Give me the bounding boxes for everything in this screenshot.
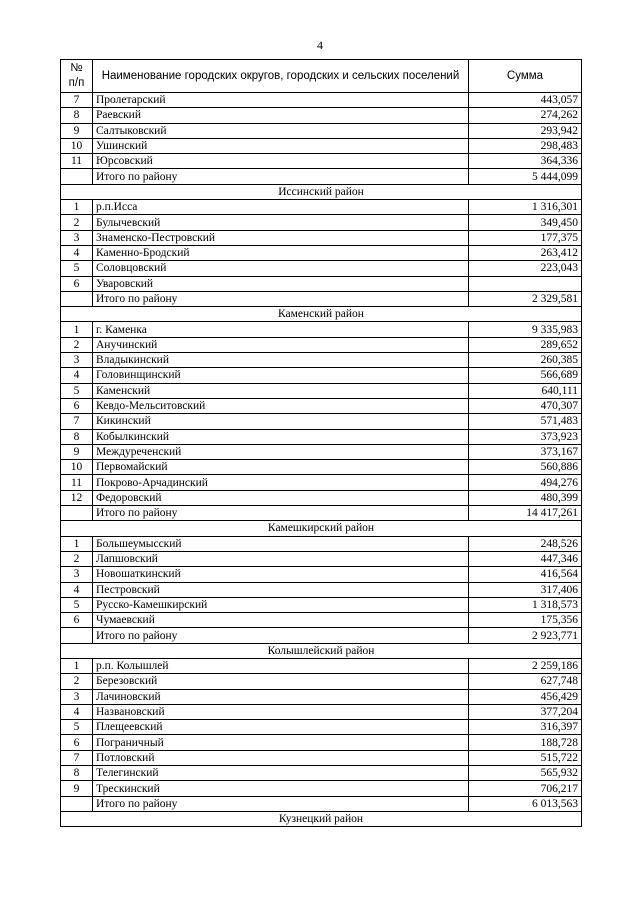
row-number xyxy=(61,169,93,184)
table-row xyxy=(61,582,582,597)
row-number: 1 xyxy=(61,200,93,215)
row-number: 2 xyxy=(61,674,93,689)
district-total-row xyxy=(61,628,582,643)
table-row xyxy=(61,597,582,612)
row-number: 1 xyxy=(61,536,93,551)
settlement-name: Ушинский xyxy=(93,138,469,153)
row-number: 1 xyxy=(61,658,93,673)
row-sum: 515,722 xyxy=(469,750,582,765)
row-number: 12 xyxy=(61,490,93,505)
settlement-name: Булычевский xyxy=(93,215,469,230)
settlement-name: Пограничный xyxy=(93,735,469,750)
settlement-name: Чумаевский xyxy=(93,613,469,628)
row-sum: 14 417,261 xyxy=(469,506,582,521)
row-sum: 566,689 xyxy=(469,368,582,383)
row-number xyxy=(61,506,93,521)
settlement-name: Итого по району xyxy=(93,291,469,306)
table-row xyxy=(61,536,582,551)
settlement-name: Березовский xyxy=(93,674,469,689)
settlement-name: Знаменско-Пестровский xyxy=(93,230,469,245)
row-sum: 248,526 xyxy=(469,536,582,551)
row-sum: 349,450 xyxy=(469,215,582,230)
settlement-name: р.п.Исса xyxy=(93,200,469,215)
table-header-row xyxy=(61,60,582,93)
row-sum: 263,412 xyxy=(469,245,582,260)
settlement-name: Трескинский xyxy=(93,781,469,796)
table-row xyxy=(61,261,582,276)
table-row xyxy=(61,720,582,735)
row-sum: 373,167 xyxy=(469,444,582,459)
row-number: 2 xyxy=(61,215,93,230)
district-total-row xyxy=(61,796,582,811)
row-sum: 373,923 xyxy=(469,429,582,444)
table-row xyxy=(61,276,582,291)
row-number: 7 xyxy=(61,93,93,108)
table-row xyxy=(61,658,582,673)
row-number: 10 xyxy=(61,138,93,153)
table-row xyxy=(61,567,582,582)
table-row xyxy=(61,735,582,750)
row-sum: 571,483 xyxy=(469,414,582,429)
row-number: 8 xyxy=(61,108,93,123)
row-number: 2 xyxy=(61,337,93,352)
table-row xyxy=(61,230,582,245)
row-sum xyxy=(469,276,582,291)
settlement-name: Кобылкинский xyxy=(93,429,469,444)
table-row xyxy=(61,475,582,490)
row-number: 9 xyxy=(61,444,93,459)
settlement-name: Первомайский xyxy=(93,460,469,475)
district-name: Кузнецкий район xyxy=(61,811,582,826)
settlement-name: Федоровский xyxy=(93,490,469,505)
header-name: Наименование городских округов, городских и сельских поселений xyxy=(93,60,469,93)
row-sum: 565,932 xyxy=(469,766,582,781)
row-number: 6 xyxy=(61,276,93,291)
row-number: 3 xyxy=(61,689,93,704)
table-row xyxy=(61,215,582,230)
header-num: № п/п xyxy=(61,60,93,93)
row-number: 6 xyxy=(61,398,93,413)
row-number: 5 xyxy=(61,383,93,398)
row-number: 5 xyxy=(61,720,93,735)
row-number xyxy=(61,291,93,306)
settlement-name: Покрово-Арчадинский xyxy=(93,475,469,490)
settlement-name: Раевский xyxy=(93,108,469,123)
table-row xyxy=(61,429,582,444)
district-total-row xyxy=(61,169,582,184)
row-number: 10 xyxy=(61,460,93,475)
district-header-row xyxy=(61,307,582,322)
settlement-name: Каменно-Бродский xyxy=(93,245,469,260)
settlement-name: Юрсовский xyxy=(93,154,469,169)
row-number: 7 xyxy=(61,750,93,765)
row-sum: 494,276 xyxy=(469,475,582,490)
row-number: 8 xyxy=(61,766,93,781)
row-sum: 1 316,301 xyxy=(469,200,582,215)
row-sum: 560,886 xyxy=(469,460,582,475)
row-number: 1 xyxy=(61,322,93,337)
row-number: 6 xyxy=(61,735,93,750)
settlement-name: Итого по району xyxy=(93,628,469,643)
settlement-name: Салтыковский xyxy=(93,123,469,138)
district-header-row xyxy=(61,811,582,826)
row-sum: 706,217 xyxy=(469,781,582,796)
settlements-table xyxy=(60,59,582,827)
row-number: 9 xyxy=(61,123,93,138)
table-row xyxy=(61,353,582,368)
district-header-row xyxy=(61,643,582,658)
row-sum: 5 444,099 xyxy=(469,169,582,184)
table-row xyxy=(61,551,582,566)
row-sum: 223,043 xyxy=(469,261,582,276)
page-number: 4 xyxy=(317,38,323,52)
row-number: 3 xyxy=(61,353,93,368)
row-number: 6 xyxy=(61,613,93,628)
row-number: 9 xyxy=(61,781,93,796)
row-sum: 274,262 xyxy=(469,108,582,123)
table-row xyxy=(61,750,582,765)
row-number: 4 xyxy=(61,704,93,719)
table-row xyxy=(61,200,582,215)
table-row xyxy=(61,689,582,704)
row-sum: 188,728 xyxy=(469,735,582,750)
district-name: Колышлейский район xyxy=(61,643,582,658)
row-number: 7 xyxy=(61,414,93,429)
row-sum: 447,346 xyxy=(469,551,582,566)
row-number: 2 xyxy=(61,551,93,566)
district-name: Камешкирский район xyxy=(61,521,582,536)
row-number: 8 xyxy=(61,429,93,444)
table-row xyxy=(61,766,582,781)
settlement-name: Плещеевский xyxy=(93,720,469,735)
settlement-name: Потловский xyxy=(93,750,469,765)
row-sum: 175,356 xyxy=(469,613,582,628)
row-sum: 289,652 xyxy=(469,337,582,352)
table-row xyxy=(61,337,582,352)
row-sum: 640,111 xyxy=(469,383,582,398)
row-number xyxy=(61,796,93,811)
row-sum: 2 923,771 xyxy=(469,628,582,643)
settlement-name: Итого по району xyxy=(93,796,469,811)
settlement-name: Соловцовский xyxy=(93,261,469,276)
settlement-name: Названовский xyxy=(93,704,469,719)
row-number: 5 xyxy=(61,597,93,612)
settlement-name: Владыкинский xyxy=(93,353,469,368)
settlement-name: Головинщинский xyxy=(93,368,469,383)
settlement-name: Пролетарский xyxy=(93,93,469,108)
row-sum: 293,942 xyxy=(469,123,582,138)
settlement-name: Кикинский xyxy=(93,414,469,429)
table-row xyxy=(61,613,582,628)
row-sum: 627,748 xyxy=(469,674,582,689)
row-sum: 456,429 xyxy=(469,689,582,704)
row-number: 3 xyxy=(61,230,93,245)
table-row xyxy=(61,414,582,429)
settlement-name: Междуреченский xyxy=(93,444,469,459)
row-number: 4 xyxy=(61,368,93,383)
row-sum: 416,564 xyxy=(469,567,582,582)
row-sum: 364,336 xyxy=(469,154,582,169)
district-total-row xyxy=(61,506,582,521)
table-row xyxy=(61,245,582,260)
settlement-name: г. Каменка xyxy=(93,322,469,337)
settlement-name: Пестровский xyxy=(93,582,469,597)
row-sum: 9 335,983 xyxy=(469,322,582,337)
settlement-name: р.п. Колышлей xyxy=(93,658,469,673)
table-row xyxy=(61,383,582,398)
table-row xyxy=(61,781,582,796)
settlement-name: Итого по району xyxy=(93,506,469,521)
table-row xyxy=(61,674,582,689)
settlement-name: Лачиновский xyxy=(93,689,469,704)
header-sum: Сумма xyxy=(469,60,582,93)
row-sum: 1 318,573 xyxy=(469,597,582,612)
district-name: Каменский район xyxy=(61,307,582,322)
table-row xyxy=(61,123,582,138)
row-sum: 377,204 xyxy=(469,704,582,719)
district-total-row xyxy=(61,291,582,306)
row-sum: 260,385 xyxy=(469,353,582,368)
settlement-name: Анучинский xyxy=(93,337,469,352)
row-number xyxy=(61,628,93,643)
row-sum: 298,483 xyxy=(469,138,582,153)
table-row xyxy=(61,704,582,719)
row-number: 11 xyxy=(61,475,93,490)
row-number: 4 xyxy=(61,245,93,260)
row-sum: 317,406 xyxy=(469,582,582,597)
settlement-name: Уваровский xyxy=(93,276,469,291)
table-row xyxy=(61,322,582,337)
row-number: 11 xyxy=(61,154,93,169)
table-row xyxy=(61,398,582,413)
row-sum: 177,375 xyxy=(469,230,582,245)
row-number: 5 xyxy=(61,261,93,276)
row-number: 3 xyxy=(61,567,93,582)
row-number: 4 xyxy=(61,582,93,597)
table-row xyxy=(61,460,582,475)
settlement-name: Большеумысский xyxy=(93,536,469,551)
settlement-name: Итого по району xyxy=(93,169,469,184)
district-name: Иссинский район xyxy=(61,184,582,199)
row-sum: 470,307 xyxy=(469,398,582,413)
settlement-name: Лапшовский xyxy=(93,551,469,566)
table-row xyxy=(61,490,582,505)
row-sum: 480,399 xyxy=(469,490,582,505)
row-sum: 2 329,581 xyxy=(469,291,582,306)
table-row xyxy=(61,368,582,383)
settlement-name: Каменский xyxy=(93,383,469,398)
settlement-name: Русско-Камешкирский xyxy=(93,597,469,612)
table-row xyxy=(61,138,582,153)
table-row xyxy=(61,154,582,169)
row-sum: 443,057 xyxy=(469,93,582,108)
settlement-name: Телегинский xyxy=(93,766,469,781)
table-row xyxy=(61,444,582,459)
row-sum: 2 259,186 xyxy=(469,658,582,673)
district-header-row xyxy=(61,184,582,199)
table-row xyxy=(61,108,582,123)
row-sum: 316,397 xyxy=(469,720,582,735)
row-sum: 6 013,563 xyxy=(469,796,582,811)
settlement-name: Кевдо-Мельситовский xyxy=(93,398,469,413)
table-row xyxy=(61,93,582,108)
settlement-name: Новошаткинский xyxy=(93,567,469,582)
district-header-row xyxy=(61,521,582,536)
